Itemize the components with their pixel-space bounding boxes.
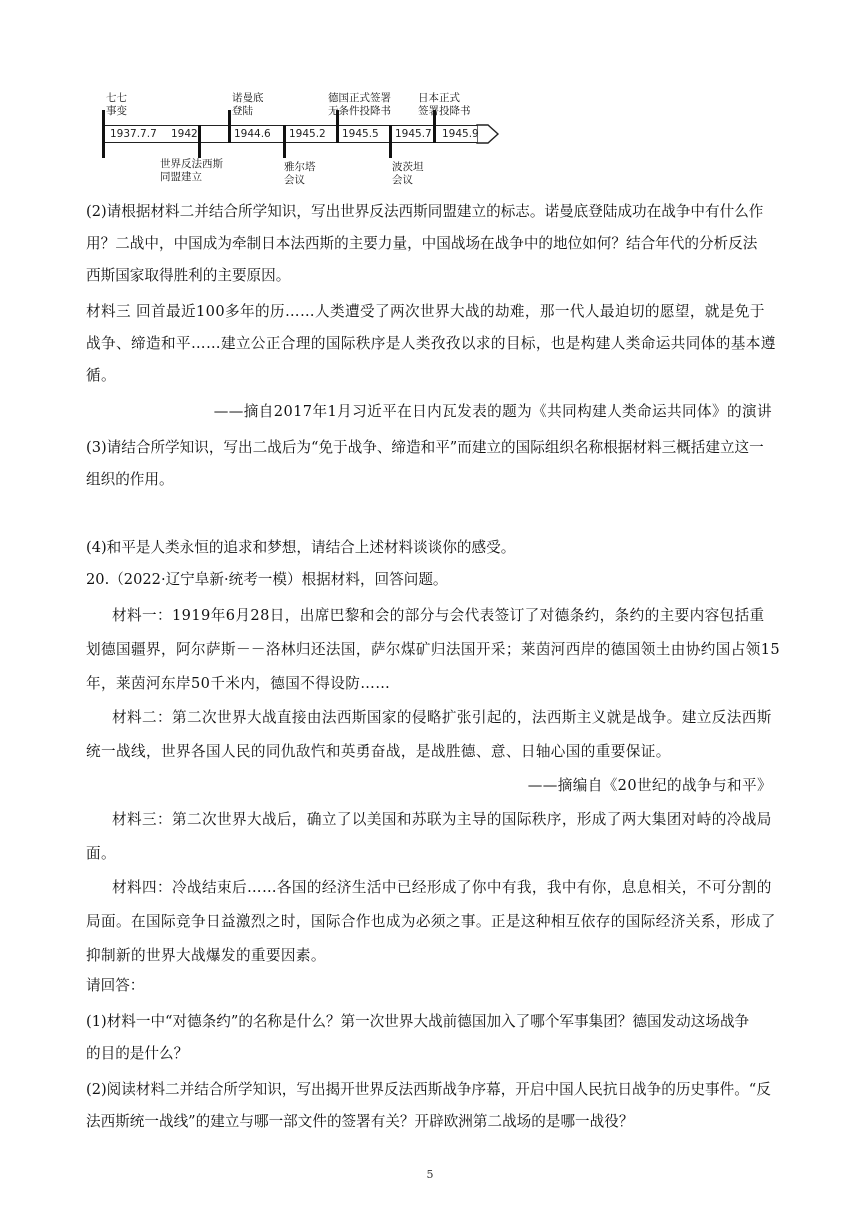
please-answer-label: 请回答： [86, 977, 145, 994]
timeline-label-potsdam: 波茨坦 会议 [392, 161, 424, 186]
material-3b-line: 材料三：第二次世界大战后，确立了以美国和苏联为主导的国际秩序，形成了两大集团对峙的冷战局 [112, 811, 772, 828]
sub-question-2-line: (2)阅读材料二并结合所学知识，写出揭开世界反法西斯战争序幕，开启中国人民抗日战争的历史事件。“反 [86, 1081, 771, 1098]
timeline-date: 1944.6 [234, 128, 271, 140]
question-4-line: (4)和平是人类永恒的追求和梦想，请结合上述材料谈谈你的感受。 [86, 539, 516, 556]
material-4-line: 抑制新的世界大战爆发的重要因素。 [86, 947, 326, 964]
timeline-label-japan-surrender: 日本正式 签署投降书 [418, 92, 471, 117]
timeline-label-normandy: 诺曼底 登陆 [232, 92, 264, 117]
timeline-tick [102, 110, 105, 158]
material-3-line: 循。 [86, 367, 116, 384]
sub-question-1-line: 的目的是什么？ [86, 1045, 189, 1062]
material-3b-line: 面。 [86, 845, 116, 862]
page-number: 5 [426, 1168, 434, 1181]
timeline-label-alliance: 世界反法西斯 同盟建立 [160, 158, 223, 183]
timeline-date: 1945.9 [442, 128, 479, 140]
timeline-tick [198, 125, 201, 158]
material-3-line: 材料三 回首最近100多年的历……人类遭受了两次世界大战的劫难，那一代人最迫切的愿望，就是免于 [86, 303, 765, 320]
question-2-line: 用？二战中，中国成为牵制日本法西斯的主要力量，中国战场在战争中的地位如何？结合年代的分析反法 [86, 235, 758, 252]
question-3-line: 组织的作用。 [86, 471, 174, 488]
question-3-line: (3)请结合所学知识，写出二战后为“免于战争、缔造和平”而建立的国际组织名称根据材料三概括建立这一 [86, 439, 764, 456]
material-1-line: 材料一：1919年6月28日，出席巴黎和会的部分与会代表签订了对德条约，条约的主要内容包括重 [112, 607, 765, 624]
timeline-figure [100, 92, 510, 188]
question-2-line: 西斯国家取得胜利的主要原因。 [86, 267, 291, 284]
arrow-head-icon [476, 120, 500, 148]
timeline-date: 1945.2 [289, 128, 326, 140]
timeline-label-yalta: 雅尔塔 会议 [284, 161, 316, 186]
timeline-date: 1945.7 [395, 128, 432, 140]
material-2-line: 统一战线，世界各国人民的同仇敌忾和英勇奋战，是战胜德、意、日轴心国的重要保证。 [86, 743, 671, 760]
timeline-date: 1942 [171, 128, 198, 140]
material-2-line: 材料二：第二次世界大战直接由法西斯国家的侵略扩张引起的，法西斯主义就是战争。建立反法西斯 [112, 709, 772, 726]
timeline-label-germany-surrender: 德国正式签署 无条件投降书 [328, 92, 391, 117]
material-3-line: 战争、缔造和平……建立公正合理的国际秩序是人类孜孜以求的目标，也是构建人类命运共同体的基本遵 [86, 335, 776, 352]
timeline-date: 1937.7.7 [110, 128, 157, 140]
timeline-date: 1945.5 [342, 128, 379, 140]
material-1-line: 年，莱茵河东岸50千米内，德国不得设防…… [86, 675, 391, 692]
timeline-tick [389, 125, 392, 158]
material-4-line: 材料四：冷战结束后……各国的经济生活中已经形成了你中有我，我中有你，息息相关，不可分割的 [112, 879, 772, 896]
material-1-line: 划德国疆界，阿尔萨斯－－洛林归还法国，萨尔煤矿归法国开采；莱茵河西岸的德国领土由协约国占领15 [86, 641, 781, 658]
sub-question-1-line: (1)材料一中“对德条约”的名称是什么？第一次世界大战前德国加入了哪个军事集团？德国发动这场战争 [86, 1013, 750, 1030]
timeline-tick [228, 110, 231, 143]
question-2-line: (2)请根据材料二并结合所学知识，写出世界反法西斯同盟建立的标志。诺曼底登陆成功在战争中有什么作 [86, 203, 764, 220]
timeline-label-qiqi: 七七 事变 [106, 92, 127, 117]
material-3-source: ——摘自2017年1月习近平在日内瓦发表的题为《共同构建人类命运共同体》的演讲 [213, 403, 772, 420]
material-4-line: 局面。在国际竞争日益激烈之时，国际合作也成为必须之事。正是这种相互依存的国际经济关系，形成了 [86, 913, 776, 930]
question-20-heading: 20.（2022·辽宁阜新·统考一模）根据材料，回答问题。 [86, 571, 448, 588]
timeline-tick [283, 125, 286, 158]
sub-question-2-line: 法西斯统一战线”的建立与哪一部文件的签署有关？开辟欧洲第二战场的是哪一战役？ [86, 1113, 634, 1130]
material-2-source: ——摘编自《20世纪的战争与和平》 [527, 777, 772, 794]
